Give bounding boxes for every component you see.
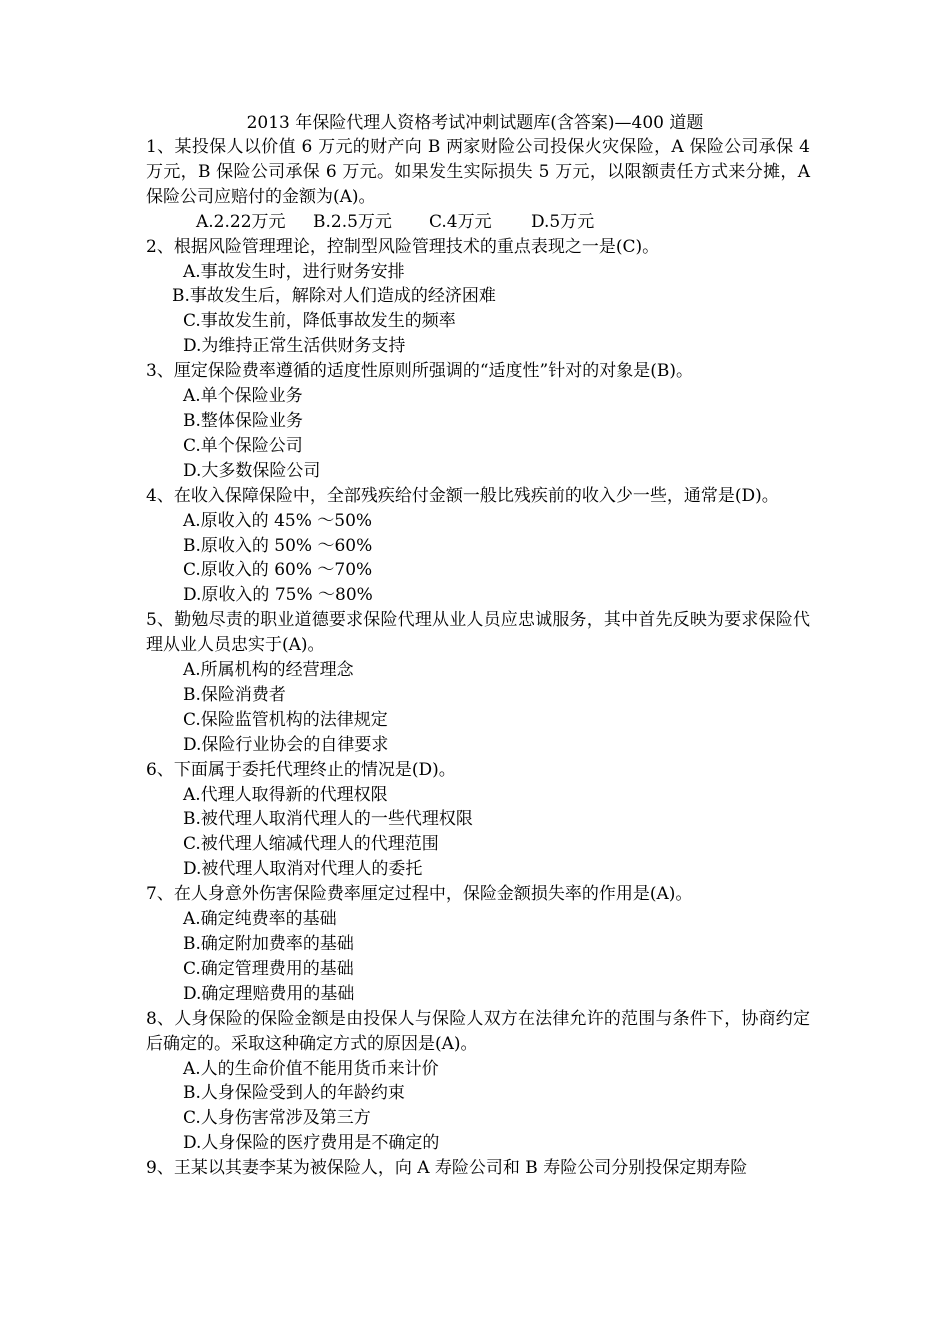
question-text: 4、在收入保障保险中，全部残疾给付金额一般比残疾前的收入少一些，通常是(D)。 bbox=[146, 485, 779, 506]
option-d: D.确定理赔费用的基础 bbox=[183, 983, 355, 1004]
option-row bbox=[146, 210, 810, 235]
option-b: B.原收入的 50% ～60% bbox=[183, 535, 373, 556]
question-list bbox=[146, 135, 810, 1181]
option-d: D.被代理人取消对代理人的委托 bbox=[183, 859, 423, 880]
question-text: 7、在人身意外伤害保险费率厘定过程中，保险金额损失率的作用是(A)。 bbox=[146, 884, 693, 905]
option-b: B.被代理人取消代理人的一些代理权限 bbox=[183, 809, 473, 830]
option-d: D.5万元 bbox=[531, 211, 595, 232]
option-c: C.确定管理费用的基础 bbox=[183, 958, 354, 979]
question-text: 6、下面属于委托代理终止的情况是(D)。 bbox=[146, 759, 456, 780]
option-c: C.4万元 bbox=[429, 211, 492, 232]
question-1 bbox=[146, 135, 810, 235]
question-4 bbox=[146, 484, 810, 609]
question-text: 9、王某以其妻李某为被保险人，向 A 寿险公司和 B 寿险公司分别投保定期寿险 bbox=[146, 1158, 748, 1179]
option-a: A.确定纯费率的基础 bbox=[183, 909, 337, 930]
option-d: D.保险行业协会的自律要求 bbox=[183, 734, 389, 755]
question-6 bbox=[146, 758, 810, 883]
question-5 bbox=[146, 608, 810, 757]
question-text: 2、根据风险管理理论，控制型风险管理技术的重点表现之一是(C)。 bbox=[146, 236, 660, 257]
question-9 bbox=[146, 1156, 810, 1181]
option-d: D.大多数保险公司 bbox=[183, 460, 321, 481]
option-c: C.事故发生前，降低事故发生的频率 bbox=[183, 311, 456, 332]
option-a: A.2.22万元 bbox=[196, 211, 286, 232]
question-text: 1、某投保人以价值 6 万元的财产向 B 两家财险公司投保火灾保险，A 保险公司承保 4 万元，B 保险公司承保 6 万元。如果发生实际损失 5 万元，以限额责任方式来分摊，A 保险公司应赔付的金额为(A)。 bbox=[146, 137, 810, 207]
question-text: 5、勤勉尽责的职业道德要求保险代理从业人员应忠诚服务，其中首先反映为要求保险代理从业人员忠实于(A)。 bbox=[146, 610, 810, 656]
option-c: C.原收入的 60% ～70% bbox=[183, 560, 373, 581]
option-c: C.人身伤害常涉及第三方 bbox=[183, 1108, 371, 1129]
document-title: 2013 年保险代理人资格考试冲刺试题库(含答案)—400 道题 bbox=[246, 113, 704, 133]
question-7 bbox=[146, 882, 810, 1007]
option-d: D.人身保险的医疗费用是不确定的 bbox=[183, 1133, 440, 1154]
question-8 bbox=[146, 1007, 810, 1156]
option-b: B.保险消费者 bbox=[183, 684, 286, 705]
option-d: D.原收入的 75% ～80% bbox=[183, 585, 373, 606]
option-d: D.为维持正常生活供财务支持 bbox=[183, 336, 406, 357]
option-c: C.保险监管机构的法律规定 bbox=[183, 709, 388, 730]
question-text: 8、人身保险的保险金额是由投保人与保险人双方在法律允许的范围与条件下，协商约定后确定的。采取这种确定方式的原因是(A)。 bbox=[146, 1008, 810, 1054]
option-a: A.单个保险业务 bbox=[183, 386, 303, 407]
question-3 bbox=[146, 359, 810, 484]
option-a: A.代理人取得新的代理权限 bbox=[183, 784, 388, 805]
option-a: A.事故发生时，进行财务安排 bbox=[183, 261, 405, 282]
option-a: A.人的生命价值不能用货币来计价 bbox=[183, 1058, 439, 1079]
question-2 bbox=[146, 235, 810, 360]
option-b: B.2.5万元 bbox=[313, 211, 392, 232]
option-a: A.所属机构的经营理念 bbox=[183, 660, 354, 681]
option-c: C.被代理人缩减代理人的代理范围 bbox=[183, 834, 439, 855]
option-b: B.事故发生后，解除对人们造成的经济困难 bbox=[172, 286, 496, 307]
option-a: A.原收入的 45% ～50% bbox=[183, 510, 373, 531]
question-text: 3、厘定保险费率遵循的适度性原则所强调的“适度性”针对的对象是(B)。 bbox=[146, 361, 693, 382]
option-b: B.确定附加费率的基础 bbox=[183, 934, 354, 954]
option-b: B.整体保险业务 bbox=[183, 410, 303, 431]
option-c: C.单个保险公司 bbox=[183, 435, 303, 456]
option-b: B.人身保险受到人的年龄约束 bbox=[183, 1083, 405, 1104]
